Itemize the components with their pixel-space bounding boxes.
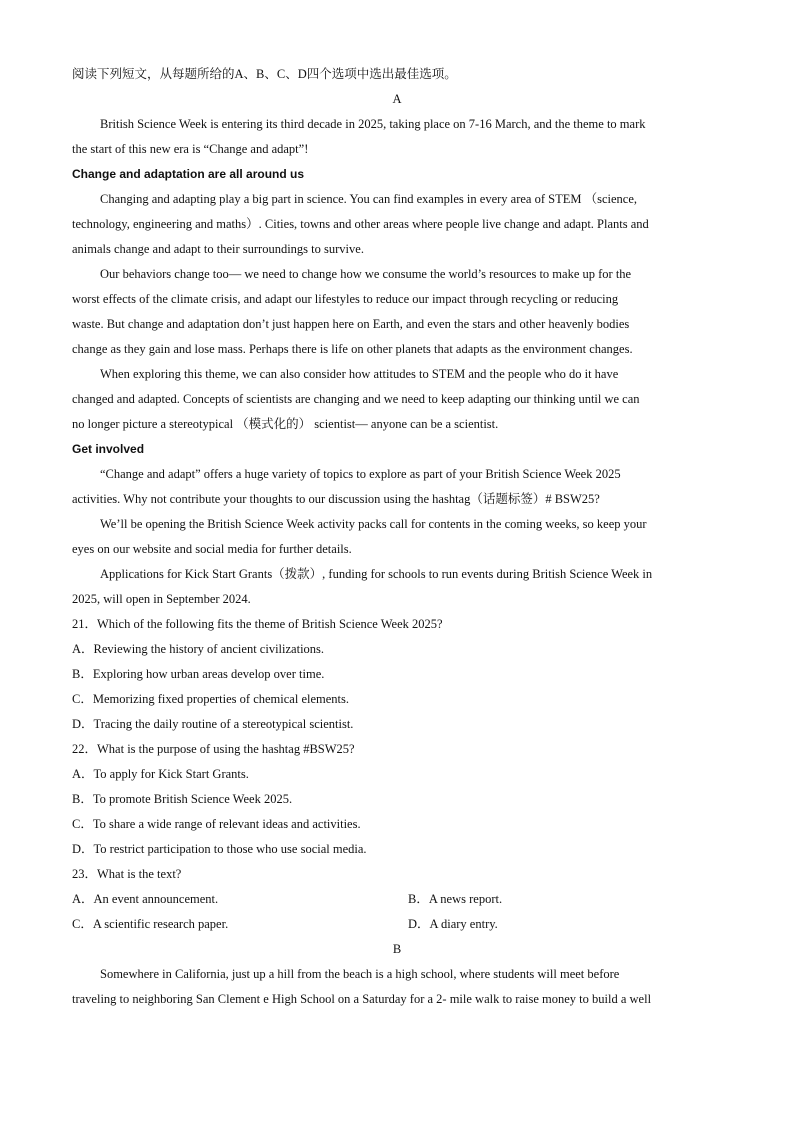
paragraph-line: We’ll be opening the British Science Week activity packs call for contents in the coming weeks, so keep your <box>100 517 647 531</box>
paragraph-line: technology, engineering and maths）. Cities, towns and other areas where people live change and adapt. Plants and <box>72 217 649 231</box>
paragraph-line: traveling to neighboring San Clement e High School on a Saturday for a 2- mile walk to raise money to build a well <box>72 992 652 1006</box>
question-22-option-d[interactable]: D．To restrict participation to those who use social media. <box>72 842 367 856</box>
section-heading: Get involved <box>72 442 145 456</box>
question-22-option-c[interactable]: C．To share a wide range of relevant ideas and activities. <box>72 817 361 831</box>
paragraph-line: Somewhere in California, just up a hill from the beach is a high school, where students will meet before <box>100 967 620 981</box>
question-23-option-d[interactable]: D．A diary entry. <box>408 917 498 931</box>
paragraph-line: When exploring this theme, we can also consider how attitudes to STEM and the people who do it have <box>100 367 619 381</box>
passage-b-label: B <box>392 942 402 956</box>
question-22-option-b[interactable]: B．To promote British Science Week 2025. <box>72 792 293 806</box>
question-23-option-b[interactable]: B．A news report. <box>408 892 503 906</box>
paragraph-line: changed and adapted. Concepts of scientists are changing and we need to keep adapting our thinking until we can <box>72 392 640 406</box>
paragraph-line: activities. Why not contribute your thoughts to our discussion using the hashtag（话题标签）# BSW25? <box>72 492 600 506</box>
question-23-option-a[interactable]: A．An event announcement. <box>72 892 219 906</box>
paragraph-line: waste. But change and adaptation don’t just happen here on Earth, and even the stars and other heavenly bodies <box>72 317 630 331</box>
paragraph-line: eyes on our website and social media for further details. <box>72 542 352 556</box>
question-21-stem: 21．Which of the following fits the theme of British Science Week 2025? <box>72 617 443 631</box>
intro-line: the start of this new era is “Change and adapt”! <box>72 142 309 156</box>
paragraph-line: no longer picture a stereotypical （模式化的） scientist— anyone can be a scientist. <box>72 417 499 431</box>
question-21-option-c[interactable]: C．Memorizing fixed properties of chemical elements. <box>72 692 349 706</box>
exam-page <box>72 62 722 1012</box>
section-heading: Change and adaptation are all around us <box>72 167 305 181</box>
paragraph-line: worst effects of the climate crisis, and adapt our lifestyles to reduce our impact through recycling or reducing <box>72 292 619 306</box>
paragraph-line: Changing and adapting play a big part in science. You can find examples in every area of STEM （science, <box>100 192 637 206</box>
instruction: 阅读下列短文，从每题所给的A、B、C、D四个选项中选出最佳选项。 <box>72 67 457 81</box>
question-22-option-a[interactable]: A．To apply for Kick Start Grants. <box>72 767 249 781</box>
question-23-stem: 23．What is the text? <box>72 867 182 881</box>
question-22-stem: 22．What is the purpose of using the hashtag #BSW25? <box>72 742 355 756</box>
question-21-option-a[interactable]: A．Reviewing the history of ancient civilizations. <box>72 642 325 656</box>
paragraph-line: Applications for Kick Start Grants（拨款）, funding for schools to run events during British Science Week in <box>100 567 653 581</box>
question-21-option-b[interactable]: B．Exploring how urban areas develop over time. <box>72 667 325 681</box>
intro-line: British Science Week is entering its third decade in 2025, taking place on 7-16 March, and the theme to mark <box>100 117 646 131</box>
paragraph-line: Our behaviors change too— we need to change how we consume the world’s resources to make up for the <box>100 267 632 281</box>
question-23-options-row <box>72 887 722 912</box>
paragraph-line: “Change and adapt” offers a huge variety of topics to explore as part of your British Science Week 2025 <box>100 467 621 481</box>
question-23-options-row <box>72 912 722 937</box>
paragraph-line: change as they gain and lose mass. Perhaps there is life on other planets that adapts as the environment changes. <box>72 342 633 356</box>
paragraph-line: 2025, will open in September 2024. <box>72 592 251 606</box>
paragraph-line: animals change and adapt to their surroundings to survive. <box>72 242 364 256</box>
passage-a-label: A <box>392 92 402 106</box>
question-21-option-d[interactable]: D．Tracing the daily routine of a stereotypical scientist. <box>72 717 354 731</box>
question-23-option-c[interactable]: C．A scientific research paper. <box>72 917 229 931</box>
